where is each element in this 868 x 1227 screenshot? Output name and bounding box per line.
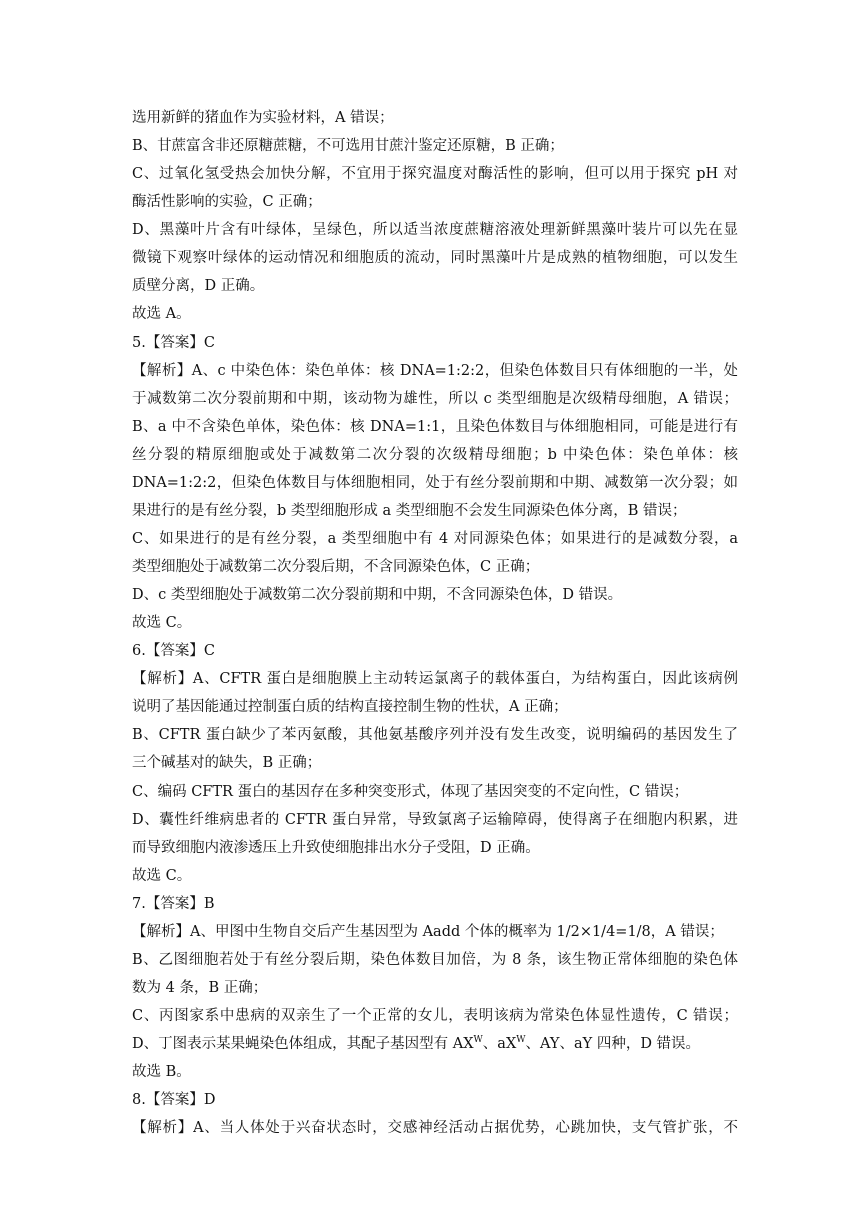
conclusion-line: 故选 A。 [132,306,191,323]
genotype-text-before: D、丁图表示某果蝇染色体组成，其配子基因型有 AX [132,1036,474,1053]
answer-heading: 7.【答案】B [132,895,215,912]
text-line: D、囊性纤维病患者的 CFTR 蛋白异常，导致氯离子运输障碍，使得离子在细胞内积累，进 [132,811,738,828]
genotype-text-after: 、AY、aY 四种，D 错误。 [525,1036,701,1053]
text-line: 数为 4 条，B 正确； [132,979,268,996]
text-line: C、如果进行的是有丝分裂，a 类型细胞中有 4 对同源染色体；如果进行的是减数分裂，a [132,530,738,547]
superscript-w: W [473,1035,483,1046]
text-line: 【解析】A、甲图中生物自交后产生基因型为 Aadd 个体的概率为 1/2×1/4=1/8，A 错误； [132,923,724,940]
text-line: 【解析】A、c 中染色体：染色单体：核 DNA=1:2:2，但染色体数目只有体细胞的一半，处 [132,362,738,379]
answer-heading: 5.【答案】C [132,334,215,351]
text-line: 丝分裂的精原细胞或处于减数第二次分裂的次级精母细胞；b 中染色体：染色单体：核 [132,446,738,463]
answer-heading: 8.【答案】D [132,1092,216,1109]
text-line: 说明了基因能通过控制蛋白质的结构直接控制生物的性状，A 正确； [132,699,568,716]
text-line: 【解析】A、当人体处于兴奋状态时，交感神经活动占据优势，心跳加快，支气管扩张，不 [132,1120,738,1137]
text-line: C、编码 CFTR 蛋白的基因存在多种突变形式，体现了基因突变的不定向性，C 错误； [132,783,689,800]
text-line: 质壁分离，D 正确。 [132,278,265,295]
text-line: B、乙图细胞若处于有丝分裂后期，染色体数目加倍，为 8 条，该生物正常体细胞的染色体 [132,951,738,968]
answer-heading: 6.【答案】C [132,643,215,660]
conclusion-line: 故选 B。 [132,1064,191,1081]
text-line: B、a 中不含染色单体，染色体：核 DNA=1:1，且染色体数目与体细胞相同，可能是进行有 [132,418,738,435]
text-line: D、c 类型细胞处于减数第二次分裂前期和中期，不含同源染色体，D 错误。 [132,587,623,604]
text-line: D、黑藻叶片含有叶绿体，呈绿色，所以适当浓度蔗糖溶液处理新鲜黑藻叶装片可以先在显 [132,222,738,239]
text-line: B、CFTR 蛋白缺少了苯丙氨酸，其他氨基酸序列并没有发生改变，说明编码的基因发生了 [132,727,738,744]
conclusion-line: 故选 C。 [132,615,192,632]
text-line: B、甘蔗富含非还原糖蔗糖，不可选用甘蔗汁鉴定还原糖，B 正确； [132,138,564,155]
text-line: 微镜下观察叶绿体的运动情况和细胞质的流动，同时黑藻叶片是成熟的植物细胞，可以发生 [132,250,738,267]
text-line: 【解析】A、CFTR 蛋白是细胞膜上主动转运氯离子的载体蛋白，为结构蛋白，因此该病例 [132,671,738,688]
text-line: DNA=1:2:2，但染色体数目与体细胞相同，处于有丝分裂前期和中期、减数第一次分裂；如 [132,474,738,491]
text-line: C、过氧化氢受热会加快分解，不宜用于探究温度对酶活性的影响，但可以用于探究 pH 对 [132,166,738,183]
text-line: 酶活性影响的实验，C 正确； [132,194,322,211]
genotype-text-middle: 、aX [482,1036,517,1053]
conclusion-line: 故选 C。 [132,867,192,884]
text-line: 三个碱基对的缺失，B 正确； [132,755,322,772]
text-line: 类型细胞处于减数第二次分裂后期，不含同源染色体，C 正确； [132,559,540,575]
text-line: 于减数第二次分裂前期和中期，该动物为雄性，所以 c 类型细胞是次级精母细胞，A 错误； [132,390,738,407]
text-line: 果进行的是有丝分裂，b 类型细胞形成 a 类型细胞不会发生同源染色体分离，B 错误； [132,502,687,519]
text-line: 而导致细胞内液渗透压上升致使细胞排出水分子受阻，D 正确。 [132,839,540,856]
genotype-line [132,1030,738,1058]
answer-explanation-text [132,104,738,1142]
superscript-w: W [516,1035,526,1046]
text-line: C、丙图家系中患病的双亲生了一个正常的女儿，表明该病为常染色体显性遗传，C 错误； [132,1008,738,1024]
text-line: 选用新鲜的猪血作为实验材料，A 错误； [132,110,394,126]
